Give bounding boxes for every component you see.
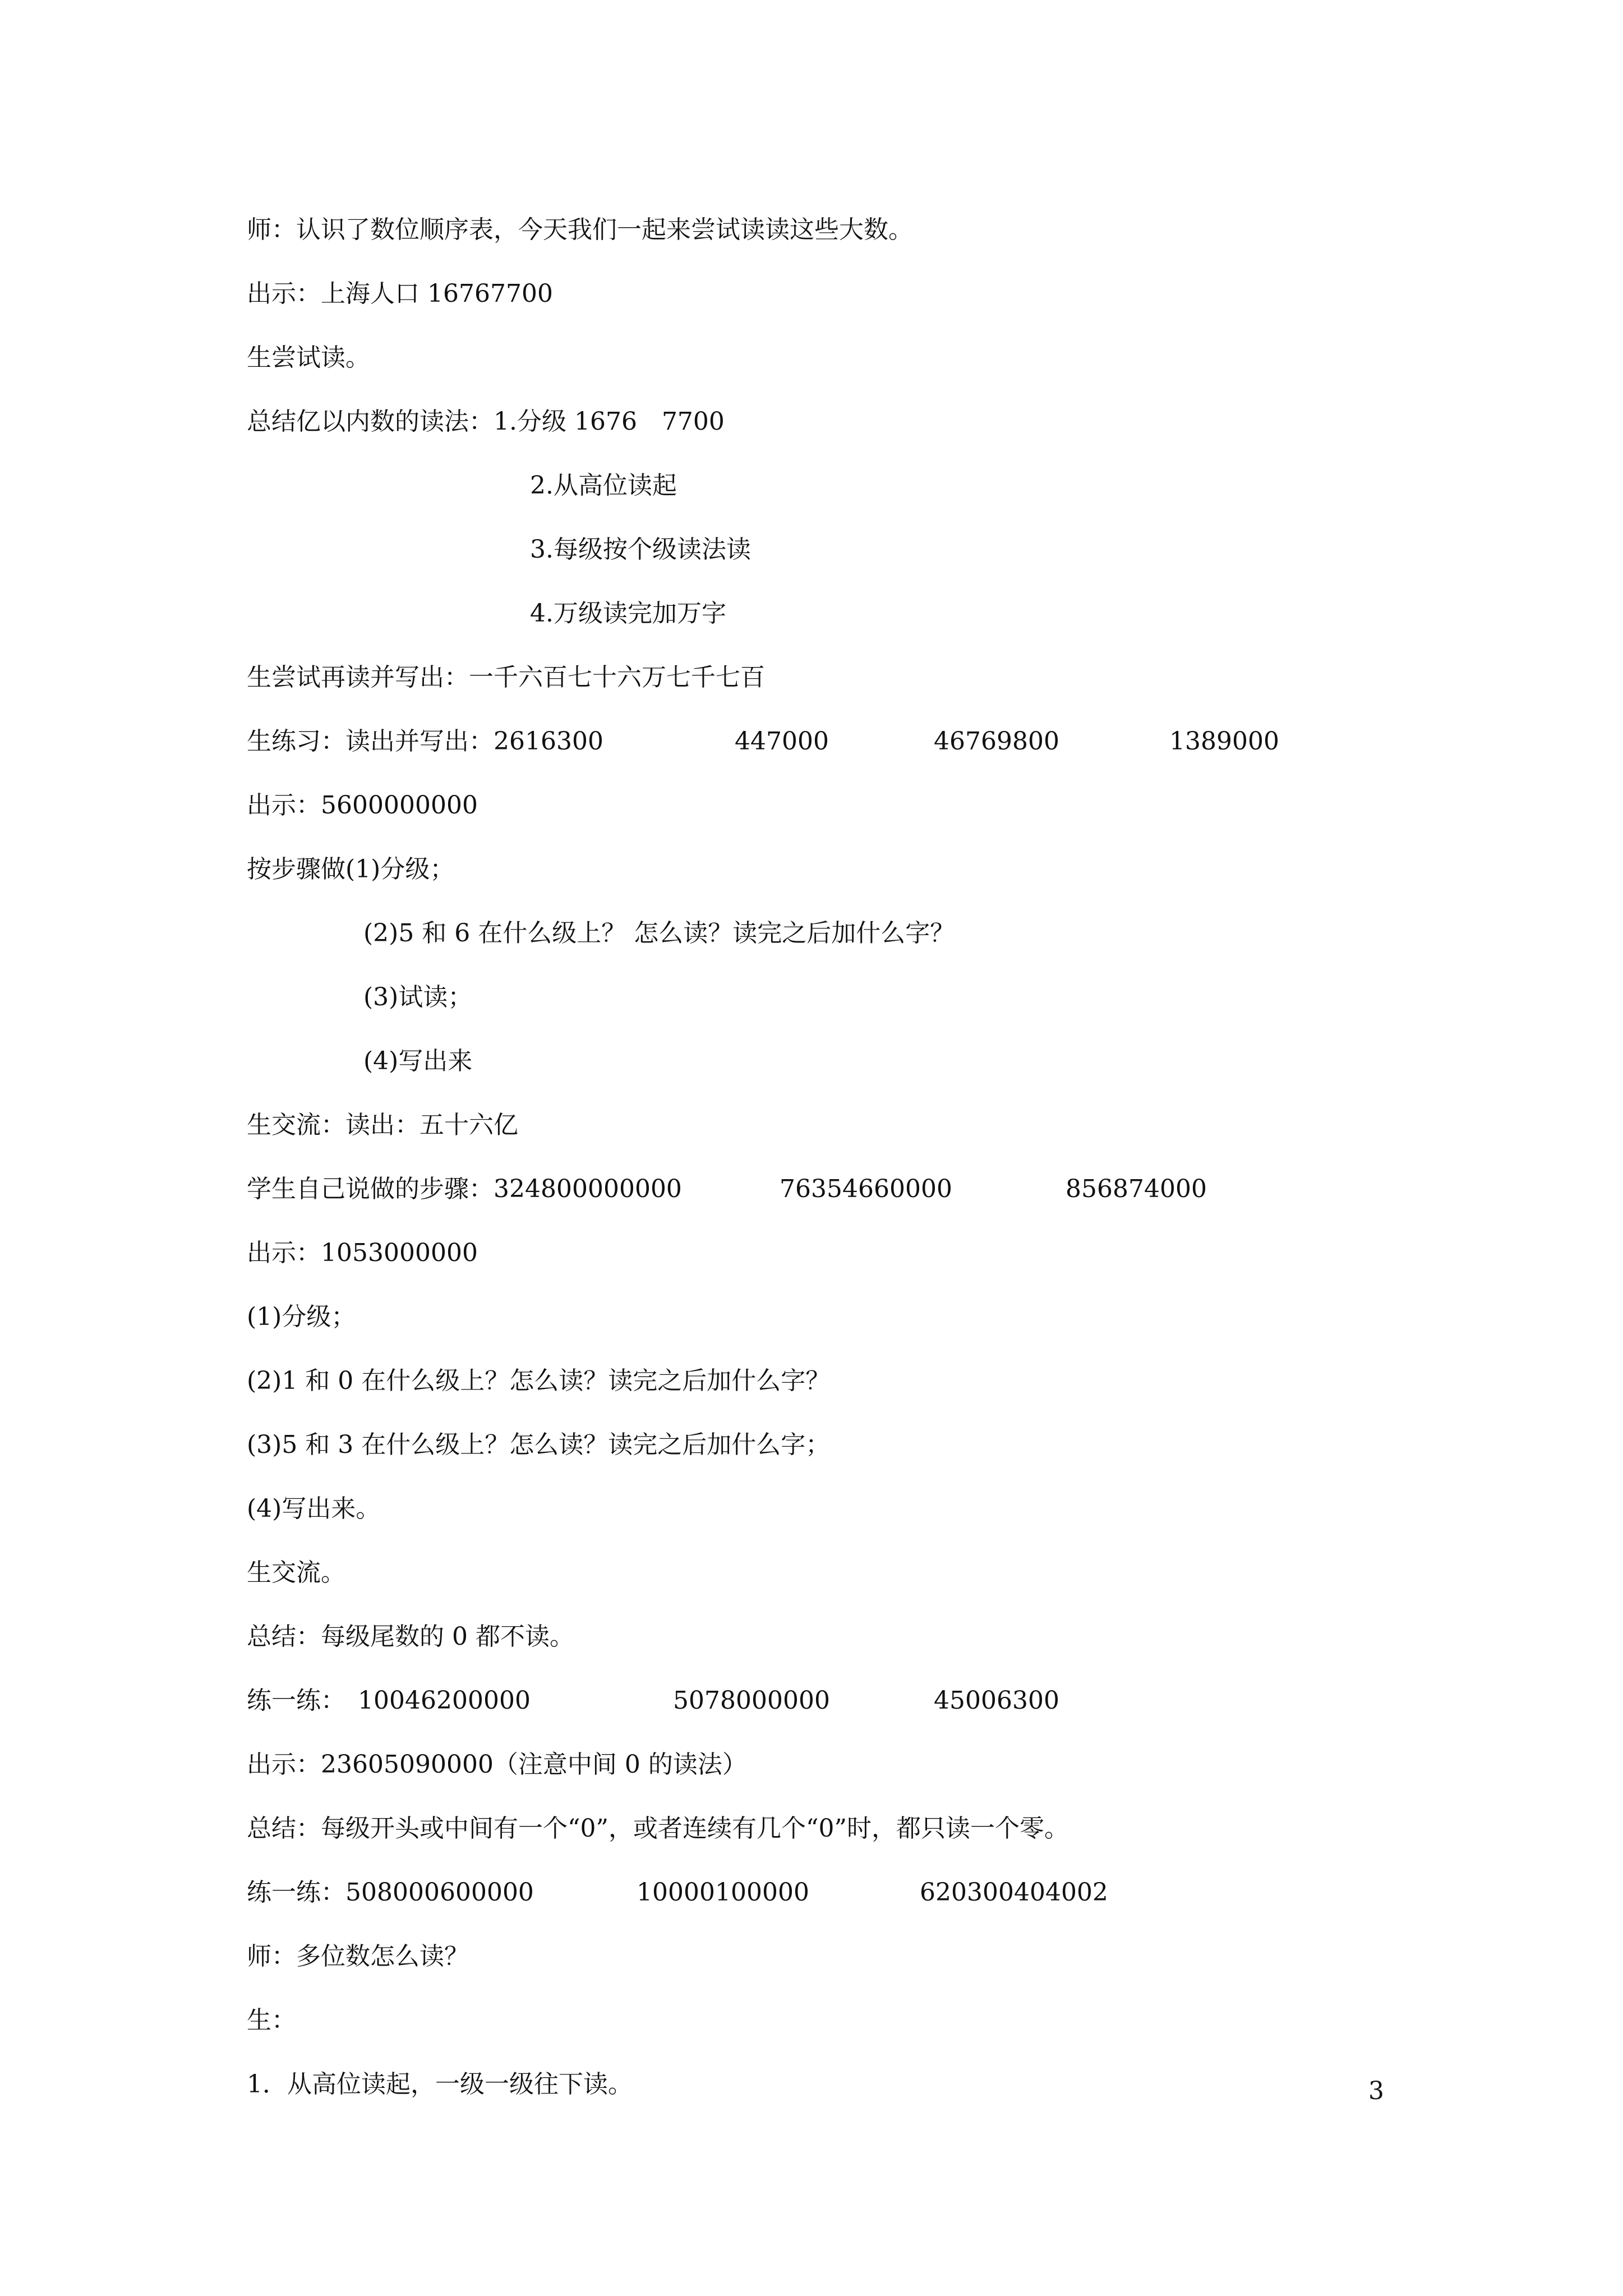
- text-line: 出示：上海人口 16767700: [247, 279, 553, 308]
- practice-number: 856874000: [1066, 1175, 1207, 1203]
- practice-line: [247, 1684, 1059, 1718]
- practice-label: 练一练： 10046200000: [247, 1686, 531, 1715]
- practice-number: 45006300: [934, 1686, 1059, 1715]
- practice-number: 5078000000: [673, 1686, 830, 1715]
- text-line: (1)分级；: [247, 1303, 356, 1331]
- text-line: 按步骤做(1)分级；: [247, 855, 455, 884]
- text-line: 3.每级按个级读法读: [530, 535, 751, 564]
- practice-label: 生练习：读出并写出：2616300: [247, 727, 603, 756]
- text-line: 出示：5600000000: [247, 791, 478, 820]
- text-line: (2)1 和 0 在什么级上？怎么读？读完之后加什么字？: [247, 1366, 831, 1395]
- text-line: (2)5 和 6 在什么级上？ 怎么读？读完之后加什么字？: [363, 919, 955, 947]
- practice-label: 练一练：508000600000: [247, 1878, 534, 1907]
- text-line: (3)试读；: [363, 983, 473, 1011]
- text-line: 出示：1053000000: [247, 1239, 478, 1267]
- text-line: (4)写出来。: [247, 1494, 381, 1523]
- practice-number: 76354660000: [780, 1175, 952, 1203]
- text-line: 生尝试读。: [247, 343, 370, 372]
- text-line: 出示：23605090000（注意中间 0 的读法）: [247, 1750, 747, 1779]
- text-line: 师：认识了数位顺序表，今天我们一起来尝试读读这些大数。: [247, 215, 913, 244]
- practice-number: 10000100000: [637, 1878, 809, 1907]
- text-line: 4.万级读完加万字: [530, 599, 726, 628]
- text-line: 总结亿以内数的读法：1.分级 1676 7700: [247, 407, 725, 436]
- practice-line: [247, 1876, 1108, 1910]
- text-line: 生交流：读出：五十六亿: [247, 1111, 518, 1139]
- text-line: 师：多位数怎么读？: [247, 1942, 469, 1971]
- text-line: 2.从高位读起: [530, 471, 677, 500]
- practice-number: 620300404002: [920, 1878, 1108, 1907]
- practice-label: 学生自己说做的步骤：324800000000: [247, 1175, 682, 1203]
- text-line: (4)写出来: [363, 1047, 473, 1075]
- practice-number: 46769800: [934, 727, 1059, 756]
- practice-line: [247, 725, 1279, 758]
- practice-line: [247, 1172, 1207, 1206]
- text-line: 1．从高位读起，一级一级往下读。: [247, 2070, 633, 2099]
- text-line: 总结：每级尾数的 0 都不读。: [247, 1622, 574, 1651]
- text-line: 生：: [247, 2006, 296, 2035]
- text-line: 生交流。: [247, 1558, 345, 1587]
- page-number: 3: [1368, 2077, 1384, 2105]
- text-line: 生尝试再读并写出：一千六百七十六万七千七百: [247, 663, 765, 692]
- practice-number: 447000: [735, 727, 829, 756]
- text-line: 总结：每级开头或中间有一个“0”，或者连续有几个“0”时，都只读一个零。: [247, 1814, 1069, 1843]
- text-line: (3)5 和 3 在什么级上？怎么读？读完之后加什么字；: [247, 1430, 831, 1459]
- practice-number: 1389000: [1169, 727, 1279, 756]
